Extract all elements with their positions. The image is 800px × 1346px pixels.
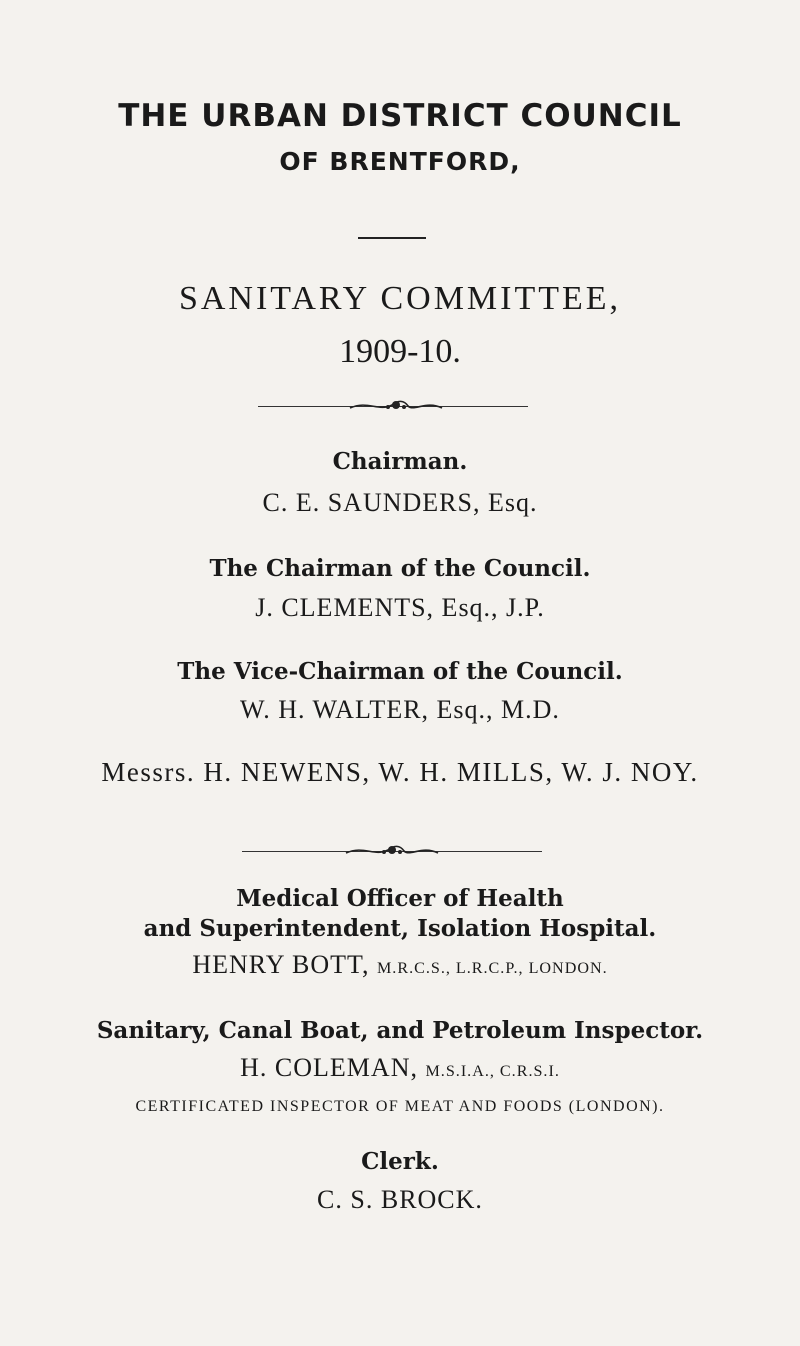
medical-officer-title-line2: and Superintendent, Isolation Hospital. xyxy=(143,915,657,942)
divider-rule xyxy=(358,237,426,239)
council-chairman-title: The Chairman of the Council. xyxy=(209,555,591,582)
council-title-line1: THE URBAN DISTRICT COUNCIL xyxy=(118,98,682,134)
clerk-name: C. S. BROCK. xyxy=(317,1185,483,1214)
council-chairman-name: J. CLEMENTS, Esq., J.P. xyxy=(255,593,545,622)
flourish-icon xyxy=(348,396,444,416)
inspector-certification: CERTIFICATED INSPECTOR OF MEAT AND FOODS (LONDON). xyxy=(135,1098,665,1115)
inspector-name: H. COLEMAN, xyxy=(240,1053,418,1082)
inspector-title: Sanitary, Canal Boat, and Petroleum Inspector. xyxy=(96,1017,704,1044)
medical-officer-line xyxy=(0,950,800,980)
inspector-line xyxy=(0,1053,800,1083)
committee-title: SANITARY COMMITTEE, xyxy=(178,280,622,317)
vice-chairman-name: W. H. WALTER, Esq., M.D. xyxy=(240,695,560,724)
flourish-icon xyxy=(344,841,440,861)
chairman-name: C. E. SAUNDERS, Esq. xyxy=(262,488,538,517)
council-title-line2: OF BRENTFORD, xyxy=(279,147,521,176)
medical-officer-name: HENRY BOTT, xyxy=(192,950,370,979)
members-line: Messrs. H. NEWENS, W. H. MILLS, W. J. NOY. xyxy=(101,757,699,787)
medical-officer-qualifications: M.R.C.S., L.R.C.P., LONDON. xyxy=(376,960,608,977)
medical-officer-title-line1: Medical Officer of Health xyxy=(236,885,564,912)
clerk-title: Clerk. xyxy=(361,1148,439,1175)
chairman-title: Chairman. xyxy=(332,448,468,475)
vice-chairman-title: The Vice-Chairman of the Council. xyxy=(177,658,623,685)
inspector-qualifications: M.S.I.A., C.R.S.I. xyxy=(425,1063,560,1080)
committee-years: 1909-10. xyxy=(339,333,461,370)
